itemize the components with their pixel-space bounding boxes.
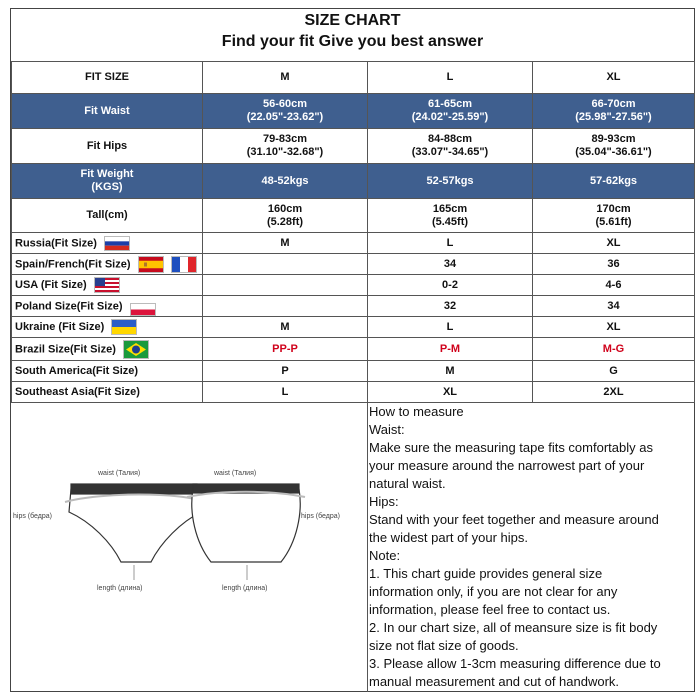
table-row-usa [12, 275, 695, 296]
table-cell: 34 [368, 254, 533, 275]
table-cell: 160cm (5.28ft) [203, 199, 368, 233]
table-cell: 36 [533, 254, 695, 275]
row-label: Brazil Size(Fit Size) [12, 338, 203, 361]
table-cell [203, 296, 368, 317]
chart-header [11, 9, 694, 62]
row-label: Russia(Fit Size) [12, 233, 203, 254]
table-row-poland [12, 296, 695, 317]
table-header-row [12, 62, 695, 94]
table-cell: 4-6 [533, 275, 695, 296]
table-cell: 79-83cm (31.10"-32.68") [203, 129, 368, 164]
table-row-russia [12, 233, 695, 254]
table-cell: M [203, 317, 368, 338]
table-cell: 2XL [533, 382, 695, 403]
table-cell: L [368, 233, 533, 254]
table-cell: 57-62kgs [533, 164, 695, 199]
table-cell: 34 [533, 296, 695, 317]
table-row-fit-waist [12, 94, 695, 129]
row-label: Spain/French(Fit Size) [12, 254, 203, 275]
row-label: Poland Size(Fit Size) [12, 296, 203, 317]
table-cell: M-G [533, 338, 695, 361]
table-cell: 61-65cm (24.02"-25.59") [368, 94, 533, 129]
chart-title: SIZE CHART [304, 12, 401, 29]
table-cell: XL [533, 233, 695, 254]
underwear-diagram [11, 402, 367, 692]
instruction-line: 3. Please allow 1-3cm measuring difference due to [369, 656, 661, 671]
instruction-line: How to measure [369, 404, 464, 419]
table-cell: 89-93cm (35.04"-36.61") [533, 129, 695, 164]
underwear-back [192, 484, 300, 562]
table-cell: 165cm (5.45ft) [368, 199, 533, 233]
table-cell: PP-P [203, 338, 368, 361]
row-label: Tall(cm) [12, 199, 203, 233]
table-row-spain-french [12, 254, 695, 275]
table-cell [203, 254, 368, 275]
table-cell: 84-88cm (33.07"-34.65") [368, 129, 533, 164]
usa-flag-icon [94, 277, 120, 293]
hips-label: hips (бедра) [301, 513, 340, 520]
instruction-line: Make sure the measuring tape fits comfortably as [369, 440, 653, 455]
table-row-southeast-asia [12, 382, 695, 403]
instruction-line: natural waist. [369, 476, 446, 491]
size-table [11, 61, 695, 403]
poland-flag-icon [130, 303, 156, 316]
table-cell: L [368, 317, 533, 338]
table-row-tall [12, 199, 695, 233]
bottom-section [11, 402, 694, 692]
row-label: Southeast Asia(Fit Size) [12, 382, 203, 403]
table-cell: 56-60cm (22.05"-23.62") [203, 94, 368, 129]
instruction-line: information only, if you are not clear for any [369, 584, 618, 599]
length-label: length (длина) [97, 585, 143, 592]
table-cell: M [368, 361, 533, 382]
how-to-measure-text [368, 402, 694, 692]
row-label: Fit Weight (KGS) [12, 164, 203, 199]
instruction-line: Waist: [369, 422, 405, 437]
instruction-line: 1. This chart guide provides general size [369, 566, 603, 581]
table-cell: G [533, 361, 695, 382]
instruction-line: manual measurement and cut of handwork. [369, 674, 620, 689]
table-cell: 32 [368, 296, 533, 317]
table-cell: P-M [368, 338, 533, 361]
size-chart [10, 8, 695, 692]
row-label: USA (Fit Size) [12, 275, 203, 296]
instruction-line: the widest part of your hips. [369, 530, 528, 545]
table-cell: XL [368, 382, 533, 403]
table-cell: 66-70cm (25.98"-27.56") [533, 94, 695, 129]
table-row-ukraine [12, 317, 695, 338]
instruction-line: size not flat size of goods. [369, 638, 519, 653]
column-header: FIT SIZE [12, 62, 203, 94]
instruction-line: Stand with your feet together and measure around [369, 512, 659, 527]
length-label: length (длина) [222, 585, 268, 592]
instruction-line: Hips: [369, 494, 399, 509]
table-cell: L [203, 382, 368, 403]
table-cell [203, 275, 368, 296]
chart-subtitle: Find your fit Give you best answer [221, 33, 484, 50]
column-header: XL [533, 62, 695, 94]
instruction-line: 2. In our chart size, all of meansure size is fit body [369, 620, 658, 635]
table-row-brazil [12, 338, 695, 361]
table-cell: P [203, 361, 368, 382]
spain-flag-icon [138, 256, 164, 273]
table-cell: 52-57kgs [368, 164, 533, 199]
table-cell: XL [533, 317, 695, 338]
table-cell: 48-52kgs [203, 164, 368, 199]
table-cell: 170cm (5.61ft) [533, 199, 695, 233]
hips-label: hips (бедра) [13, 513, 52, 520]
ukraine-flag-icon [111, 319, 137, 335]
brazil-flag-icon [123, 340, 149, 359]
france-flag-icon [171, 256, 197, 273]
waist-label: waist (Талия) [214, 470, 257, 477]
table-cell: 0-2 [368, 275, 533, 296]
row-label: Fit Hips [12, 129, 203, 164]
instruction-line: information, please feel free to contact us. [369, 602, 611, 617]
table-row-fit-weight [12, 164, 695, 199]
row-label: Ukraine (Fit Size) [12, 317, 203, 338]
row-label: Fit Waist [12, 94, 203, 129]
table-row-fit-hips [12, 129, 695, 164]
row-label: South America(Fit Size) [12, 361, 203, 382]
table-row-south-america [12, 361, 695, 382]
waist-label: waist (Талия) [98, 470, 141, 477]
column-header: L [368, 62, 533, 94]
instruction-line: your measure around the narrowest part of your [369, 458, 645, 473]
column-header: M [203, 62, 368, 94]
instruction-line: Note: [369, 548, 401, 563]
table-cell: M [203, 233, 368, 254]
russia-flag-icon [104, 236, 130, 251]
measurement-diagram [11, 402, 368, 692]
